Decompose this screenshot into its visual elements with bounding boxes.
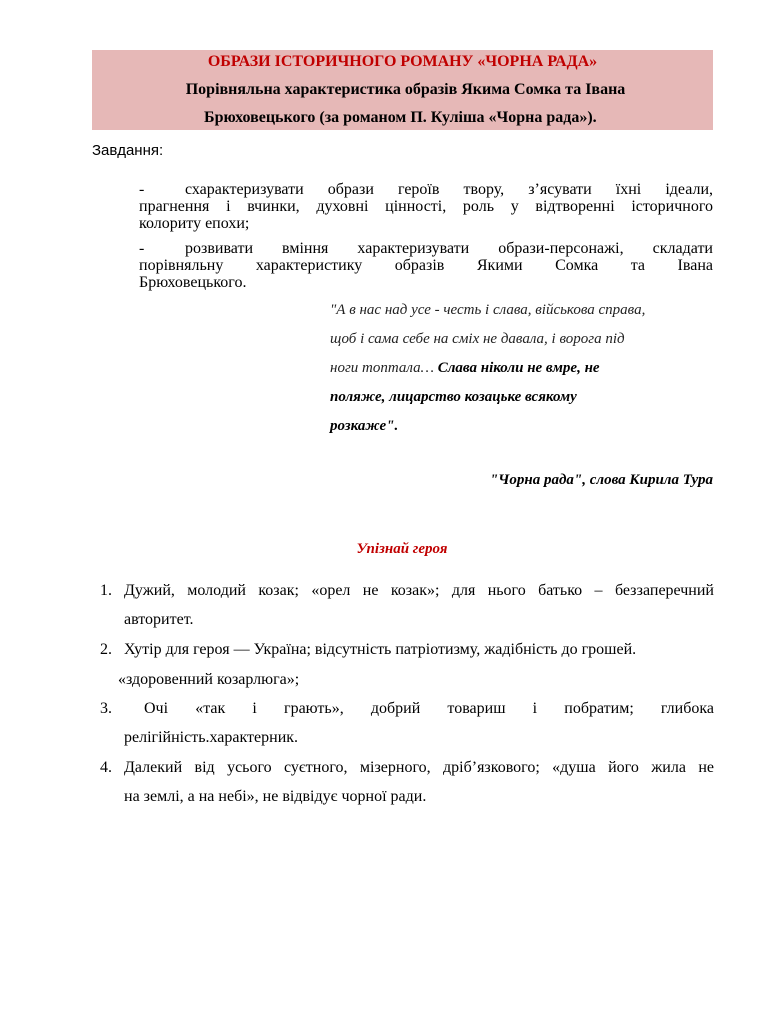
list-line: на землі, а на небі», не відвідує чорної ради. (124, 788, 427, 805)
quote-line: розкаже". (330, 418, 399, 434)
document-subtitle-line2: Брюховецького (за романом П. Куліша «Чорна рада»). (204, 109, 597, 126)
quote-plain: ноги топтала… (330, 360, 438, 376)
list-line: Хутір для героя — Україна; відсутність патріотизму, жадібність до грошей. (124, 641, 637, 658)
task-line: прагнення і вчинки, духовні цінності, роль у відтворенні історичного (139, 198, 713, 215)
quote-line: поляже, лицарство козацьке всякому (330, 389, 577, 405)
task-line: порівняльну характеристику образів Якими Сомка та Івана (139, 257, 713, 274)
quote-bold: Слава ніколи не вмре, не (437, 360, 600, 376)
list-number: 4. (100, 759, 112, 776)
list-number: 2. (100, 641, 112, 658)
list-line: «здоровенний козарлюга»; (118, 671, 300, 688)
task-dash: - (139, 181, 145, 198)
list-line: Дужий, молодий козак; «орел не козак»; для нього батько – беззаперечний (124, 582, 714, 599)
task-line: Брюховецького. (139, 274, 247, 291)
list-line: Далекий від усього суєтного, мізерного, дріб’язкового; «душа його жила не (124, 759, 714, 776)
quote-line (330, 354, 720, 383)
epigraph-quote (330, 296, 720, 441)
list-number: 1. (100, 582, 112, 599)
quote-source: "Чорна рада", слова Кирила Тура (489, 472, 713, 488)
list-line: релігійність.характерник. (124, 729, 299, 746)
document-subtitle-line1: Порівняльна характеристика образів Якима Сомка та Івана (185, 81, 626, 98)
header-banner (92, 50, 713, 130)
quote-line: "А в нас над усе - честь і слава, військова справа, (330, 302, 646, 318)
section-title: Упізнай героя (356, 541, 448, 557)
task-item (139, 181, 713, 232)
quote-line: щоб і сама себе на сміх не давала, і ворога під (330, 331, 625, 347)
task-dash: - (139, 240, 145, 257)
task-line: схарактеризувати образи героїв твору, з’ясувати їхні ідеали, (185, 181, 713, 198)
task-line: колориту епохи; (139, 215, 250, 232)
document-title: ОБРАЗИ ІСТОРИЧНОГО РОМАНУ «ЧОРНА РАДА» (207, 53, 598, 70)
list-line: Очі «так і грають», добрий товариш і побратим; глибока (144, 700, 714, 717)
task-label: Завдання: (92, 142, 164, 159)
list-number: 3. (100, 700, 112, 717)
task-line: розвивати вміння характеризувати образи-персонажі, складати (185, 240, 713, 257)
task-item (139, 240, 713, 291)
list-line: авторитет. (124, 611, 194, 628)
